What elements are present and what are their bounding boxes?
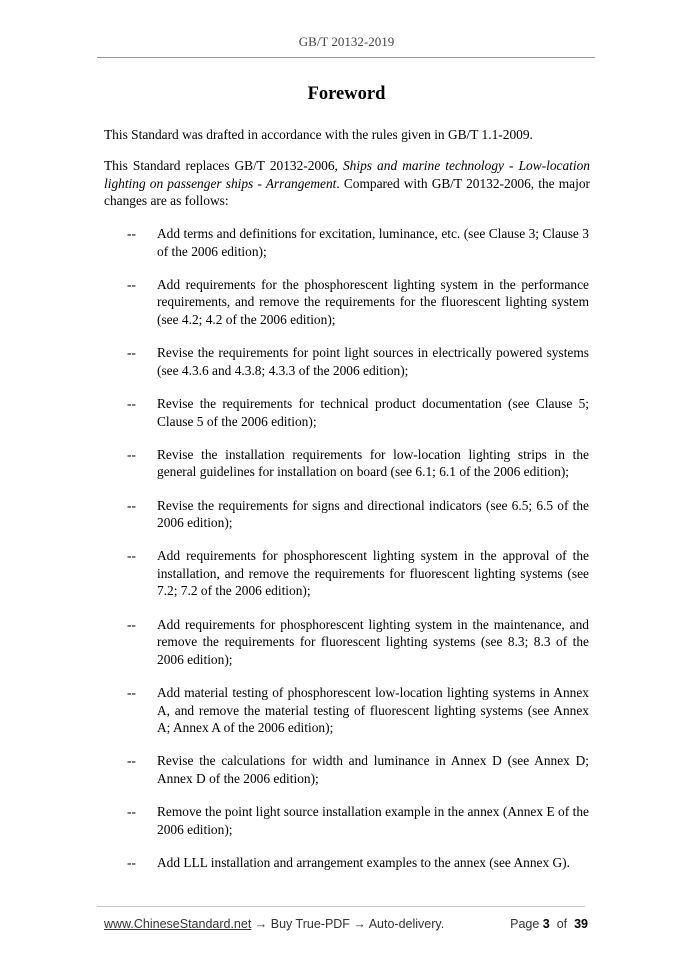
list-dash-marker: -- [127,685,136,701]
change-item [0,225,693,260]
change-text: Add requirements for phosphorescent lighting system in the maintenance, and remove the requirements for fluorescent lighting systems (see 8.3; 8.3 of the 2006 edition); [157,616,589,667]
list-dash-marker: -- [127,548,136,564]
change-item [0,446,693,481]
change-text: Add LLL installation and arrangement examples to the annex (see Annex G). [157,854,570,870]
change-text: Remove the point light source installation example in the annex (Annex E of the 2006 edition); [157,804,589,837]
change-text: Revise the installation requirements for low-location lighting strips in the general guidelines for installation on board (see 6.1; 6.1 of the 2006 edition); [157,446,589,480]
change-text: Add requirements for phosphorescent lighting system in the approval of the installation, and remove the requirements for fluorescent lighting systems (see 7.2; 7.2 of the 2006 edition); [157,548,589,599]
change-text: Add material testing of phosphorescent low-location lighting systems in Annex A, and remove the material testing of fluorescent lighting systems (see Annex A; Annex A of the 2006 edition); [157,685,589,736]
list-dash-marker: -- [127,804,136,820]
changes-list [0,225,693,887]
current-page-number: 3 [542,917,550,931]
list-dash-marker: -- [127,395,136,411]
list-dash-marker: -- [127,446,136,462]
change-item [0,344,693,379]
change-item [0,803,693,838]
page-title: Foreword [307,84,386,104]
change-item [0,497,693,532]
footer-divider [97,906,585,907]
change-text: Revise the requirements for signs and directional indicators (see 6.5; 6.5 of the 2006 edition); [157,497,589,531]
change-item [0,395,693,430]
change-item [0,752,693,787]
change-text: Revise the requirements for technical product documentation (see Clause 5; Clause 5 of the 2006 edition); [157,395,589,429]
change-item [0,276,693,329]
list-dash-marker: -- [127,226,136,241]
page-number: Page 3 of 39 [510,917,588,931]
change-item [0,547,693,600]
change-text: Add requirements for the phosphorescent lighting system in the performance requirements, and remove the requirements for the fluorescent lighting system (see 4.2; 4.2 of the 2006 edition); [157,276,589,327]
list-dash-marker: -- [127,616,136,632]
header-divider [97,57,595,58]
replacement-paragraph [104,157,590,210]
list-dash-marker: -- [127,753,136,769]
list-dash-marker: -- [127,276,136,292]
replacement-tail-text: . Compared with GB/T 20132-2006, the major changes are as follows: [104,175,590,209]
list-dash-marker: -- [127,345,136,361]
list-dash-marker: -- [127,497,136,513]
change-item [0,854,693,872]
drafting-rules-paragraph: This Standard was drafted in accordance with the rules given in GB/T 1.1-2009. [104,127,533,142]
list-dash-marker: -- [127,854,136,870]
change-item [0,616,693,669]
footer-promo-text: → Buy True-PDF → Auto-delivery. [251,917,445,931]
website-link[interactable]: www.ChineseStandard.net [104,917,252,931]
replaced-standard-title: Ships and marine technology - Low-location lighting on passenger ships - Arrangement [104,158,591,191]
replacement-lead-text: This Standard replaces GB/T 20132-2006, [104,158,343,173]
total-page-count: 39 [574,917,588,931]
change-text: Add terms and definitions for excitation, luminance, etc. (see Clause 3; Clause 3 of the 2006 edition); [157,226,589,259]
change-text: Revise the calculations for width and luminance in Annex D (see Annex D; Annex D of the 2006 edition); [157,753,589,786]
document-code-header: GB/T 20132-2019 [298,34,395,49]
change-item [0,684,693,737]
change-text: Revise the requirements for point light sources in electrically powered systems (see 4.3.6 and 4.3.8; 4.3.3 of the 2006 edition); [157,345,589,378]
page-footer [104,917,588,931]
